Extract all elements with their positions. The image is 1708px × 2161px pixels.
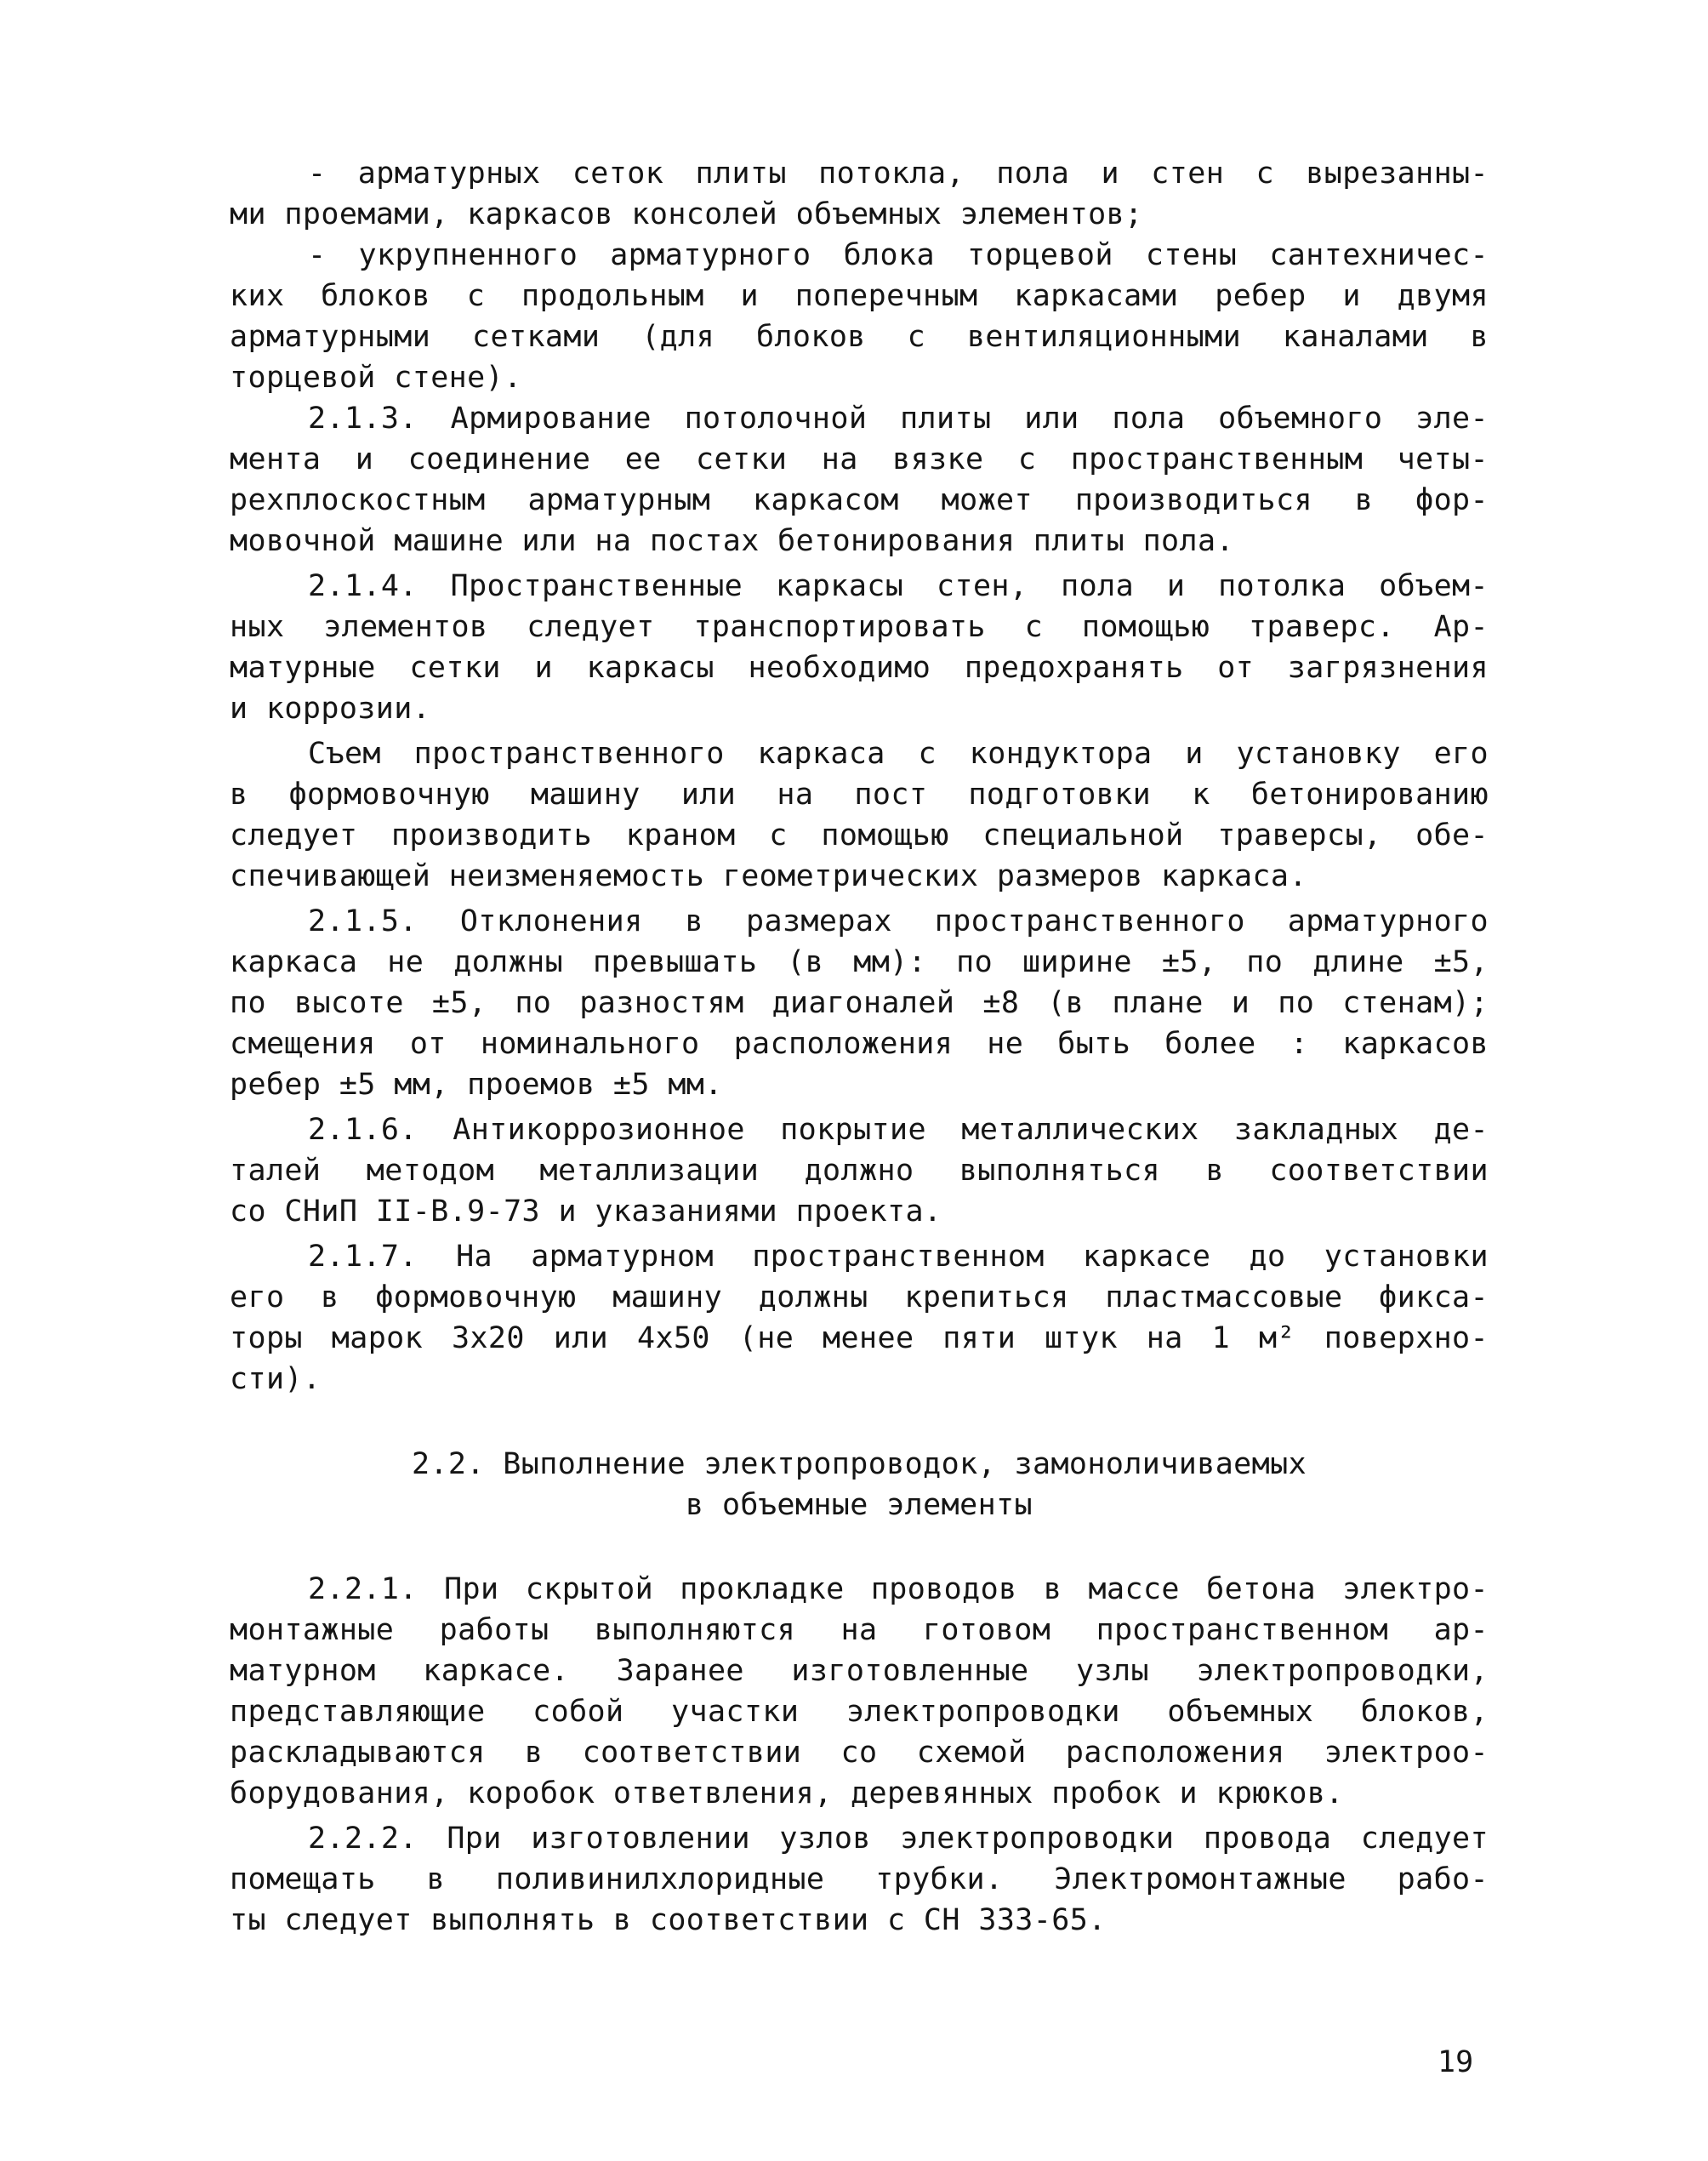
text-line: торы марок 3х20 или 4х50 (не менее пяти штук на 1 м² поверхно- <box>230 1321 1489 1355</box>
text-line: ми проемами, каркасов консолей объемных элементов; <box>230 197 1143 231</box>
text-line: спечивающей неизменяемость геометрических размеров каркаса. <box>230 859 1307 893</box>
text-line: мовочной машине или на постах бетонирования плиты пола. <box>230 524 1234 558</box>
text-line: ребер ±5 мм, проемов ±5 мм. <box>230 1068 723 1102</box>
text-line: мента и соединение ее сетки на вязке с пространственным четы- <box>230 442 1489 476</box>
text-line: - арматурных сеток плиты потокла, пола и стен с вырезанны- <box>308 157 1489 191</box>
text-line: раскладываются в соответствии со схемой расположения электроо- <box>230 1736 1489 1770</box>
text-line: 2.2.2. При изготовлении узлов электропроводки провода следует <box>308 1822 1489 1856</box>
text-line: ких блоков с продольным и поперечным каркасами ребер и двумя <box>230 279 1489 313</box>
text-line: 2.1.3. Армирование потолочной плиты или пола объемного эле- <box>308 402 1489 436</box>
text-line: его в формовочную машину должны крепиться пластмассовые фикса- <box>230 1280 1489 1314</box>
heading-line: в объемные элементы <box>686 1488 1033 1522</box>
text-line: - укрупненного арматурного блока торцевой стены сантехничес- <box>308 238 1489 272</box>
text-line: Съем пространственного каркаса с кондуктора и установку его <box>308 737 1489 771</box>
text-line: матурные сетки и каркасы необходимо предохранять от загрязнения <box>230 651 1489 685</box>
text-line: матурном каркасе. Заранее изготовленные узлы электропроводки, <box>230 1654 1489 1688</box>
text-line: сти). <box>230 1362 322 1396</box>
text-line: ных элементов следует транспортировать с помощью траверс. Ар- <box>230 610 1489 644</box>
text-line: 2.1.7. На арматурном пространственном каркасе до установки <box>308 1240 1489 1274</box>
text-line: помещать в поливинилхлоридные трубки. Электромонтажные рабо- <box>230 1862 1489 1896</box>
text-line: со СНиП II-В.9-73 и указаниями проекта. <box>230 1195 942 1229</box>
page-number: 19 <box>1438 2045 1474 2079</box>
text-line: следует производить краном с помощью специальной траверсы, обе- <box>230 818 1489 852</box>
text-line: ты следует выполнять в соответствии с СН 333-65. <box>230 1903 1107 1937</box>
text-line: торцевой стене). <box>230 361 522 395</box>
text-line: 2.2.1. При скрытой прокладке проводов в массе бетона электро- <box>308 1572 1489 1606</box>
text-line: 2.1.5. Отклонения в размерах пространственного арматурного <box>308 904 1489 938</box>
text-line: рехплоскостным арматурным каркасом может производиться в фор- <box>230 483 1489 517</box>
heading-line: 2.2. Выполнение электропроводок, замоноличиваемых <box>411 1447 1307 1481</box>
text-line: каркаса не должны превышать (в мм): по ширине ±5, по длине ±5, <box>230 945 1489 979</box>
text-line: смещения от номинального расположения не быть более : каркасов <box>230 1027 1489 1061</box>
text-line: арматурными сетками (для блоков с вентиляционными каналами в <box>230 320 1489 354</box>
text-line: и коррозии. <box>230 692 431 726</box>
text-line: в формовочную машину или на пост подготовки к бетонированию <box>230 778 1489 812</box>
text-line: борудования, коробок ответвления, деревянных пробок и крюков. <box>230 1776 1344 1810</box>
text-line: монтажные работы выполняются на готовом пространственном ар- <box>230 1613 1489 1647</box>
text-line: 2.1.4. Пространственные каркасы стен, пола и потолка объем- <box>308 569 1489 603</box>
text-line: 2.1.6. Антикоррозионное покрытие металлических закладных де- <box>308 1113 1489 1147</box>
text-line: талей методом металлизации должно выполняться в соответствии <box>230 1154 1489 1188</box>
text-line: по высоте ±5, по разностям диагоналей ±8 (в плане и по стенам); <box>230 986 1489 1020</box>
text-line: представляющие собой участки электропроводки объемных блоков, <box>230 1695 1489 1729</box>
